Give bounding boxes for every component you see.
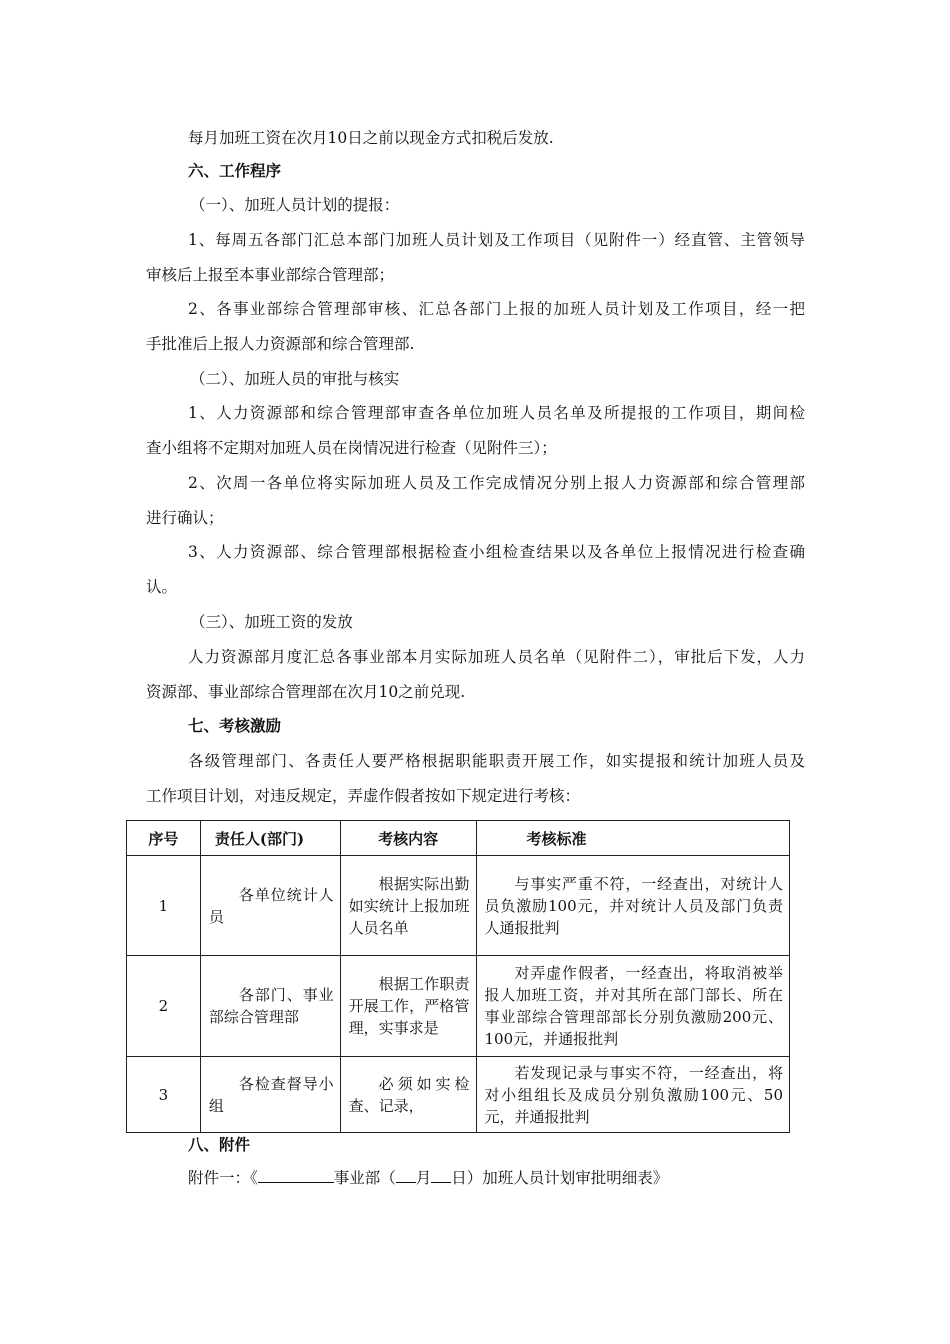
paragraph-line: 2、次周一各单位将实际加班人员及工作完成情况分别上报人力资源部和综合管理部 bbox=[188, 474, 805, 492]
row-party-text: 各部门、事业部综合管理部 bbox=[208, 986, 334, 1026]
row-party bbox=[200, 956, 340, 1057]
attachment-prefix: 附件一：《 bbox=[188, 1169, 258, 1187]
blank-department-underline bbox=[258, 1166, 334, 1183]
row-party-text: 各单位统计人员 bbox=[208, 885, 334, 926]
subsection-heading-2: （二）、加班人员的审批与核实 bbox=[190, 370, 400, 388]
attachment-line-1 bbox=[188, 1166, 668, 1189]
blank-day-underline bbox=[431, 1166, 451, 1183]
section-heading-6: 六、工作程序 bbox=[188, 161, 282, 180]
paragraph-line: 查小组将不定期对加班人员在岗情况进行检查（见附件三）； bbox=[146, 439, 557, 457]
row-standard bbox=[476, 956, 790, 1057]
column-header-standard-text: 考核标准 bbox=[526, 829, 587, 848]
column-header-standard bbox=[476, 821, 790, 856]
paragraph-line: 3、人力资源部、综合管理部根据检查小组检查结果以及各单位上报情况进行检查确 bbox=[188, 543, 805, 561]
column-header-party bbox=[200, 821, 340, 856]
section-heading-8: 八、附件 bbox=[188, 1135, 251, 1154]
section-heading-7: 七、考核激励 bbox=[188, 716, 282, 735]
row-number: 3 bbox=[127, 1057, 201, 1133]
column-header-content: 考核内容 bbox=[340, 821, 476, 856]
subsection-heading-1: （一）、加班人员计划的提报： bbox=[190, 196, 400, 214]
paragraph-line: 进行确认； bbox=[146, 509, 224, 527]
row-content bbox=[340, 1057, 476, 1133]
row-content-text: 必须如实检查、记录， bbox=[348, 1074, 470, 1115]
row-content-text: 根据工作职责开展工作，严格管理，实事求是 bbox=[348, 975, 470, 1037]
row-party-text: 各检查督导小组 bbox=[208, 1074, 334, 1115]
attachment-mid-1: 事业部（ bbox=[333, 1169, 396, 1187]
paragraph-line: 手批准后上报人力资源部和综合管理部. bbox=[146, 335, 415, 353]
row-number: 2 bbox=[127, 956, 201, 1057]
attachment-suffix: 日）加班人员计划审批明细表》 bbox=[451, 1169, 669, 1187]
row-standard-text: 若发现记录与事实不符，一经查出，将对小组组长及成员分别负激励100元、50元，并通报批判 bbox=[484, 1063, 783, 1126]
paragraph-line: 各级管理部门、各责任人要严格根据职能职责开展工作，如实提报和统计加班人员及 bbox=[188, 752, 805, 770]
paragraph-line: 认。 bbox=[146, 578, 178, 596]
table-row bbox=[127, 956, 790, 1057]
blank-month-underline bbox=[396, 1166, 416, 1183]
row-number: 1 bbox=[127, 856, 201, 956]
paragraph-line: 工作项目计划，对违反规定，弄虚作假者按如下规定进行考核： bbox=[146, 787, 581, 805]
paragraph-line: 人力资源部月度汇总各事业部本月实际加班人员名单（见附件二），审批后下发，人力 bbox=[188, 648, 805, 666]
assessment-table bbox=[126, 820, 790, 1133]
paragraph-line: 1、人力资源部和综合管理部审查各单位加班人员名单及所提报的工作项目，期间检 bbox=[188, 404, 805, 422]
table-row bbox=[127, 856, 790, 956]
paragraph-line: 资源部、事业部综合管理部在次月10之前兑现. bbox=[146, 683, 466, 701]
row-content bbox=[340, 956, 476, 1057]
table-row bbox=[127, 1057, 790, 1133]
column-header-party-text: 责任人(部门) bbox=[214, 829, 305, 848]
row-standard-text: 与事实严重不符，一经查出，对统计人员负激励100元，并对统计人员及部门负责人通报批判 bbox=[484, 874, 783, 937]
paragraph-line: 2、各事业部综合管理部审核、汇总各部门上报的加班人员计划及工作项目，经一把 bbox=[188, 300, 805, 318]
row-standard bbox=[476, 856, 790, 956]
paragraph-line: 1、每周五各部门汇总本部门加班人员计划及工作项目（见附件一）经直管、主管领导 bbox=[188, 231, 805, 249]
row-party bbox=[200, 856, 340, 956]
row-standard bbox=[476, 1057, 790, 1133]
row-standard-text: 对弄虚作假者，一经查出，将取消被举报人加班工资，并对其所在部门部长、所在事业部综合管理部部长分别负激励200元、100元，并通报批判 bbox=[484, 964, 783, 1048]
attachment-mid-2: 月 bbox=[415, 1169, 432, 1187]
row-content-text: 根据实际出勤如实统计上报加班人员名单 bbox=[348, 874, 470, 937]
table-header-row bbox=[127, 821, 790, 856]
row-party bbox=[200, 1057, 340, 1133]
paragraph-line: 审核后上报至本事业部综合管理部； bbox=[146, 266, 395, 284]
subsection-heading-3: （三）、加班工资的发放 bbox=[190, 613, 353, 631]
column-header-number: 序号 bbox=[127, 821, 201, 856]
paragraph-pay-date: 每月加班工资在次月10日之前以现金方式扣税后发放. bbox=[188, 129, 554, 147]
row-content bbox=[340, 856, 476, 956]
